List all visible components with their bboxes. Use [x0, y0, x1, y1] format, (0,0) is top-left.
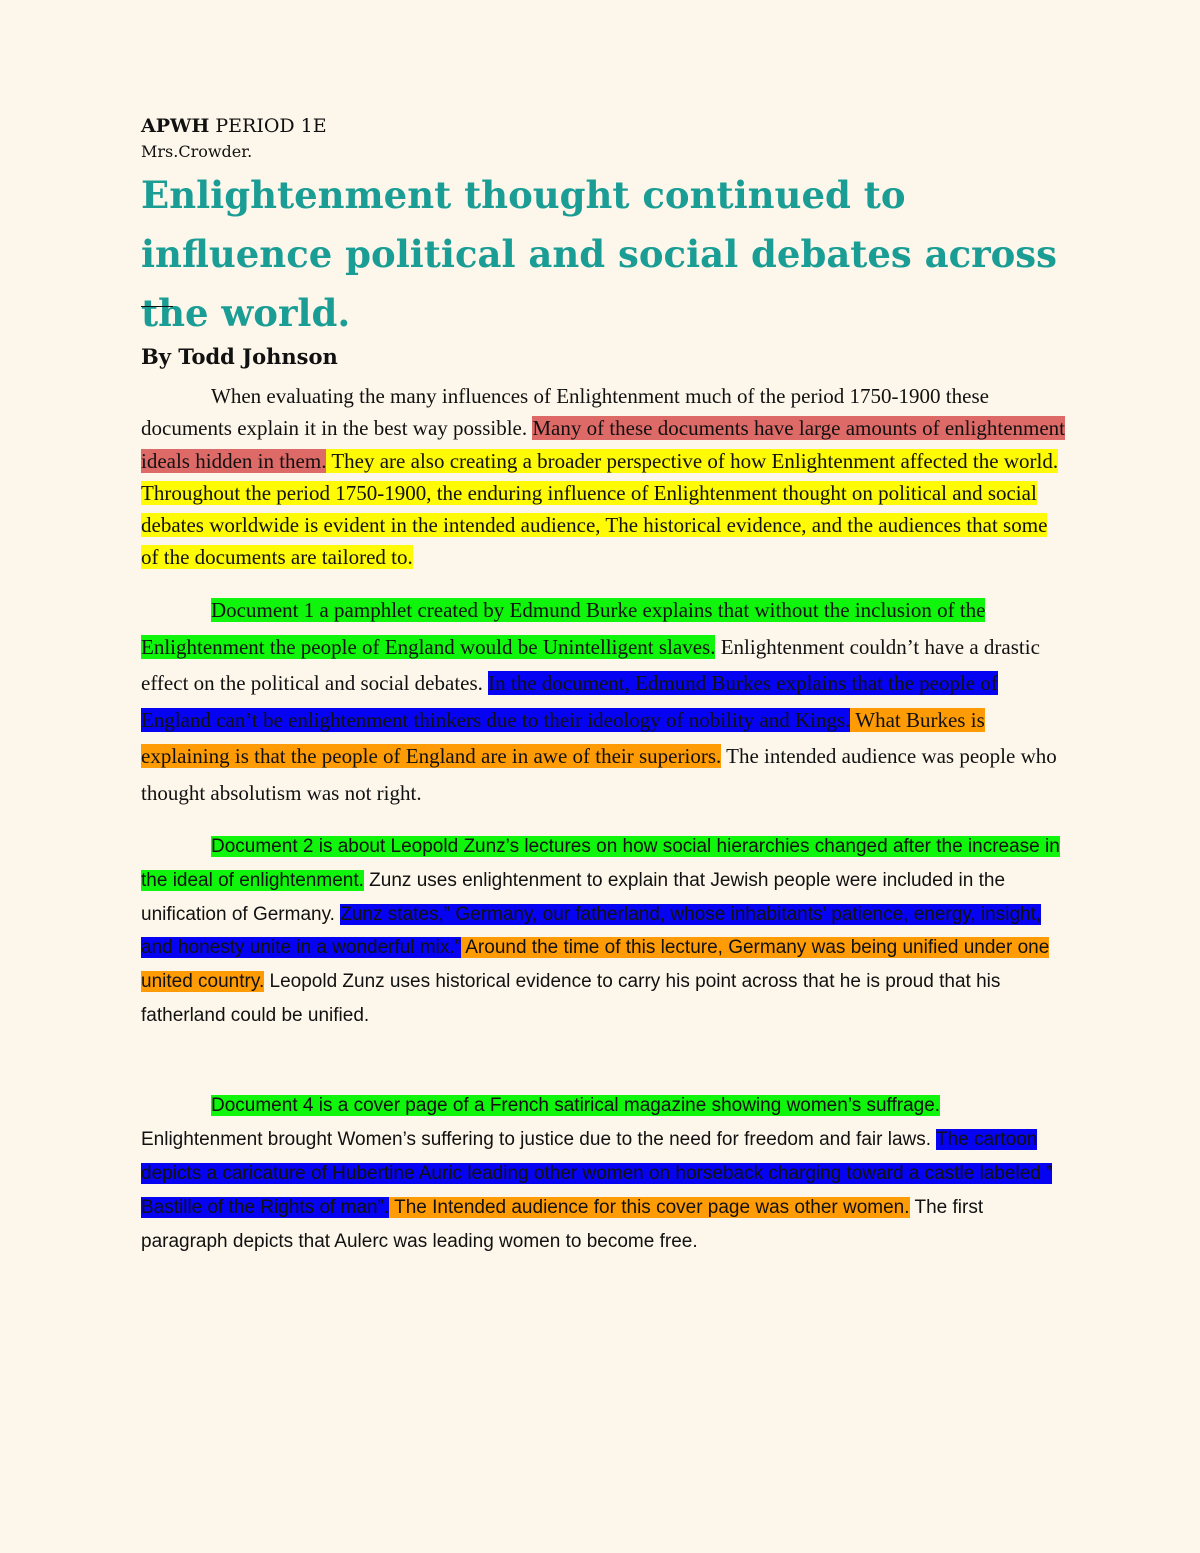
text-segment: Enlightenment couldn’t have a drastic effect on the political and social debates.	[141, 634, 1040, 696]
highlight-orange-segment: What Burkes is explaining is that the people of England are in awe of their superiors.	[141, 707, 985, 769]
highlight-green-segment: Document 1 a pamphlet created by Edmund Burke explains that without the inclusion of the Enlightenment the people of England would be Unintelligent slaves.	[141, 598, 986, 659]
text-segment: The intended audience was people who thought absolutism was not right.	[141, 744, 1057, 805]
highlight-orange-segment: Around the time of this lecture, Germany was being unified under one united country.	[141, 937, 1050, 993]
highlight-green-segment: Document 2 is about Leopold Zunz’s lectures on how social hierarchies changed after the increase in the ideal of enlightenment.	[141, 836, 1060, 891]
teacher-name: Mrs.Crowder.	[141, 142, 253, 161]
text-segment: Zunz uses enlightenment to explain that Jewish people were included in the unification of Germany.	[141, 869, 1006, 925]
highlight-yellow-segment: They are also creating a broader perspective of how Enlightenment affected the world. Throughout the period 1750-1900, the enduring influence of Enlightenment thought on political and social debates worldwide is evident in the intended audience, The historical evidence, and the audiences that some of the documents are tailored to.	[141, 448, 1059, 570]
text-segment: The first paragraph depicts that Aulerc was leading women to become free.	[141, 1197, 984, 1252]
paragraph-document-2	[141, 830, 1066, 1033]
author-byline: By Todd Johnson	[141, 344, 338, 369]
highlight-blue-segment: The cartoon depicts a caricature of Hubertine Auric leading other women on horseback charging toward a castle labeled ” Bastille of the Rights of man”.	[141, 1129, 1053, 1218]
text-segment: When evaluating the many influences of Enlightenment much of the period 1750-1900 these documents explain it in the best way possible.	[141, 384, 989, 441]
highlight-orange-segment: The Intended audience for this cover page was other women.	[389, 1197, 910, 1218]
course-label	[141, 114, 327, 138]
text-segment: Leopold Zunz uses historical evidence to carry his point across that he is proud that his fatherland could be unified.	[141, 971, 1001, 1026]
course-period: PERIOD 1E	[209, 115, 327, 137]
paragraph-document-1	[141, 592, 1066, 812]
course-code: APWH	[141, 115, 210, 137]
paragraph-document-4	[141, 1089, 1066, 1259]
title-divider	[141, 306, 173, 307]
paragraph-intro	[141, 380, 1066, 574]
text-segment: Enlightenment brought Women’s suffering to justice due to the need for freedom and fair laws.	[141, 1129, 936, 1150]
highlight-blue-segment: In the document, Edmund Burkes explains that the people of England can’t be enlightenment thinkers due to their ideology of nobility and Kings.	[141, 671, 998, 732]
document-title: Enlightenment thought continued to influence political and social debates across the world.	[141, 173, 1057, 335]
highlight-red-segment: Many of these documents have large amounts of enlightenment ideals hidden in them.	[141, 416, 1065, 473]
highlight-blue-segment: Zunz states,” Germany, our fatherland, whose inhabitants’ patience, energy, insight, and honesty unite in a wonderful mix.”	[141, 903, 1042, 959]
highlight-green-segment: Document 4 is a cover page of a French satirical magazine showing women’s suffrage.	[211, 1095, 941, 1116]
